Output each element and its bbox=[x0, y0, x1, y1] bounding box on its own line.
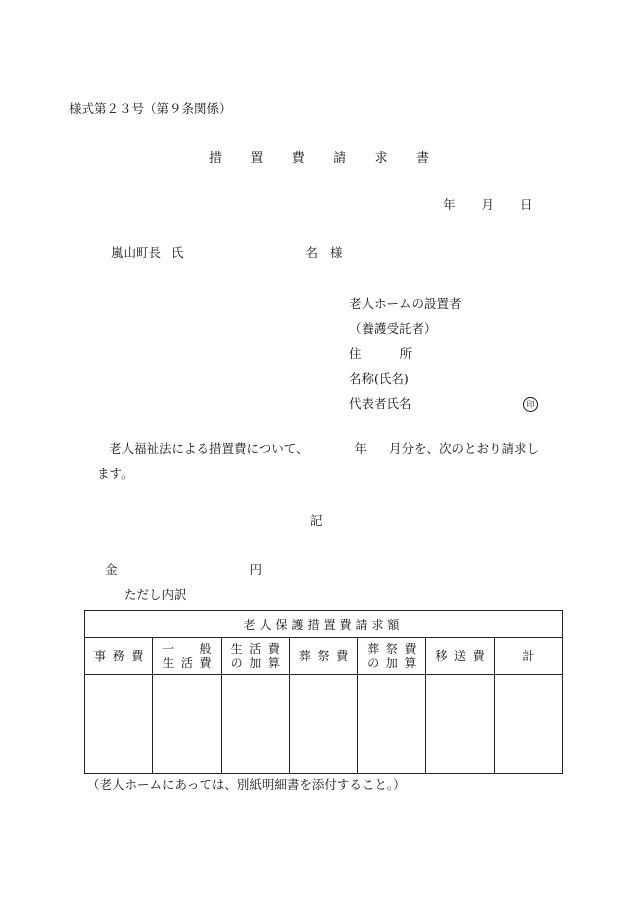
recipient-sama: 様 bbox=[330, 245, 343, 260]
amount-yen: 円 bbox=[249, 562, 263, 577]
col-sosaihi: 葬祭費 bbox=[289, 638, 357, 675]
col-jimuhi: 事務費 bbox=[85, 638, 153, 675]
sender-address-label bbox=[349, 348, 412, 361]
date-line bbox=[443, 199, 533, 212]
cell-jimuhi[interactable] bbox=[85, 675, 153, 774]
title-char: 措 bbox=[209, 151, 223, 166]
amount-kin: 金 bbox=[105, 562, 118, 577]
date-day: 日 bbox=[520, 197, 533, 212]
cell-ippan-seikatsuhi[interactable] bbox=[153, 675, 221, 774]
col-kei: 計 bbox=[494, 638, 562, 675]
recipient-shi: 氏 bbox=[171, 245, 184, 260]
title-char: 請 bbox=[333, 151, 347, 166]
col-sosaihi-kasan: 葬祭費 の加算 bbox=[358, 638, 426, 675]
body-part1: 老人福祉法による措置費について、 bbox=[109, 441, 309, 456]
recipient-line bbox=[111, 247, 343, 260]
cell-sosaihi-kasan[interactable] bbox=[358, 675, 426, 774]
amount-line bbox=[105, 564, 262, 577]
sender-rep-label: 代表者氏名 bbox=[349, 396, 412, 411]
body-text-line1 bbox=[109, 443, 539, 456]
date-month: 月 bbox=[481, 197, 495, 212]
col-ippan-seikatsuhi: 一 般 生活費 bbox=[153, 638, 221, 675]
ki-heading: 記 bbox=[310, 513, 323, 528]
fee-table bbox=[84, 610, 563, 774]
title-char: 書 bbox=[415, 151, 429, 166]
body-part2: 月分を、次のとおり請求し bbox=[389, 441, 540, 456]
document-title bbox=[209, 152, 429, 165]
col-isouhi: 移送費 bbox=[426, 638, 494, 675]
recipient-mei: 名 bbox=[305, 245, 319, 260]
title-char: 求 bbox=[374, 151, 388, 166]
seal-icon: 印 bbox=[523, 397, 538, 412]
cell-isouhi[interactable] bbox=[426, 675, 494, 774]
cell-seikatsuhi-kasan[interactable] bbox=[221, 675, 289, 774]
body-text-line2: ます。 bbox=[97, 466, 134, 481]
sender-name-label: 名称(氏名) bbox=[349, 371, 409, 386]
col-seikatsuhi-kasan: 生活費 の加算 bbox=[221, 638, 289, 675]
address-char-1: 住 bbox=[349, 346, 362, 361]
sender-line1: 老人ホームの設置者 bbox=[349, 296, 462, 311]
footnote: （老人ホームにあっては、別紙明細書を添付すること。） bbox=[87, 777, 406, 792]
cell-kei[interactable] bbox=[494, 675, 562, 774]
title-char: 費 bbox=[291, 151, 305, 166]
title-char: 置 bbox=[250, 151, 264, 166]
fee-table-header: 老人保護措置費請求額 bbox=[85, 611, 563, 638]
body-year: 年 bbox=[354, 441, 368, 456]
cell-sosaihi[interactable] bbox=[289, 675, 357, 774]
recipient-title: 嵐山町長 bbox=[111, 245, 162, 260]
form-number: 様式第２３号（第９条関係） bbox=[69, 101, 232, 116]
date-year: 年 bbox=[443, 197, 456, 212]
sender-line2: （養護受託者） bbox=[349, 321, 437, 336]
breakdown-label: ただし内訳 bbox=[124, 587, 187, 602]
address-char-2: 所 bbox=[399, 346, 413, 361]
